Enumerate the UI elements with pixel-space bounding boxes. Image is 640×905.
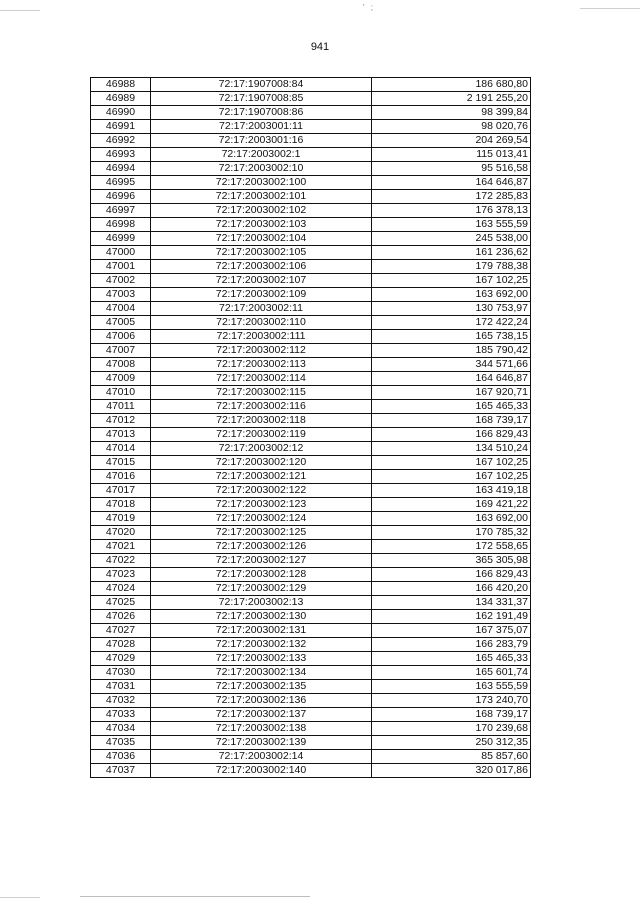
cadastral-value-cell: 173 240,70 bbox=[372, 694, 531, 708]
row-number-cell: 47027 bbox=[91, 624, 151, 638]
row-number-cell: 47019 bbox=[91, 512, 151, 526]
cadastral-value-cell: 172 558,65 bbox=[372, 540, 531, 554]
cadastral-value-cell: 167 920,71 bbox=[372, 386, 531, 400]
cadastral-number-cell: 72:17:2003002:116 bbox=[151, 400, 372, 414]
table-row bbox=[91, 512, 531, 526]
scan-edge-line bbox=[580, 8, 640, 9]
row-number-cell: 47008 bbox=[91, 358, 151, 372]
row-number-cell: 46991 bbox=[91, 120, 151, 134]
cadastral-value-cell: 167 102,25 bbox=[372, 274, 531, 288]
cadastral-value-cell: 167 102,25 bbox=[372, 470, 531, 484]
cadastral-value-cell: 98 399,84 bbox=[372, 106, 531, 120]
cadastral-number-cell: 72:17:2003002:124 bbox=[151, 512, 372, 526]
cadastral-value-cell: 250 312,35 bbox=[372, 736, 531, 750]
cadastral-value-cell: 169 421,22 bbox=[372, 498, 531, 512]
cadastral-value-cell: 2 191 255,20 bbox=[372, 92, 531, 106]
cadastral-value-cell: 167 375,07 bbox=[372, 624, 531, 638]
table-row bbox=[91, 442, 531, 456]
cadastral-number-cell: 72:17:2003002:128 bbox=[151, 568, 372, 582]
row-number-cell: 46995 bbox=[91, 176, 151, 190]
row-number-cell: 47018 bbox=[91, 498, 151, 512]
row-number-cell: 47034 bbox=[91, 722, 151, 736]
cadastral-value-cell: 85 857,60 bbox=[372, 750, 531, 764]
cadastral-value-cell: 245 538,00 bbox=[372, 232, 531, 246]
cadastral-number-cell: 72:17:2003002:123 bbox=[151, 498, 372, 512]
cadastral-number-cell: 72:17:2003002:106 bbox=[151, 260, 372, 274]
cadastral-number-cell: 72:17:2003002:131 bbox=[151, 624, 372, 638]
table-row bbox=[91, 78, 531, 92]
row-number-cell: 47005 bbox=[91, 316, 151, 330]
row-number-cell: 46994 bbox=[91, 162, 151, 176]
row-number-cell: 47024 bbox=[91, 582, 151, 596]
table-row bbox=[91, 540, 531, 554]
table-row bbox=[91, 400, 531, 414]
cadastral-number-cell: 72:17:2003002:133 bbox=[151, 652, 372, 666]
cadastral-number-cell: 72:17:2003002:110 bbox=[151, 316, 372, 330]
cadastral-number-cell: 72:17:2003002:101 bbox=[151, 190, 372, 204]
row-number-cell: 46996 bbox=[91, 190, 151, 204]
cadastral-value-cell: 170 239,68 bbox=[372, 722, 531, 736]
cadastral-number-cell: 72:17:1907008:86 bbox=[151, 106, 372, 120]
cadastral-value-cell: 98 020,76 bbox=[372, 120, 531, 134]
cadastral-number-cell: 72:17:2003002:134 bbox=[151, 666, 372, 680]
row-number-cell: 47014 bbox=[91, 442, 151, 456]
table-row bbox=[91, 680, 531, 694]
cadastral-value-cell: 344 571,66 bbox=[372, 358, 531, 372]
table-row bbox=[91, 316, 531, 330]
row-number-cell: 47002 bbox=[91, 274, 151, 288]
table-row bbox=[91, 260, 531, 274]
cadastral-number-cell: 72:17:2003002:136 bbox=[151, 694, 372, 708]
cadastral-number-cell: 72:17:2003002:120 bbox=[151, 456, 372, 470]
cadastral-number-cell: 72:17:2003002:138 bbox=[151, 722, 372, 736]
cadastral-value-cell: 163 555,59 bbox=[372, 218, 531, 232]
cadastral-number-cell: 72:17:2003002:103 bbox=[151, 218, 372, 232]
cadastral-value-cell: 166 283,79 bbox=[372, 638, 531, 652]
row-number-cell: 47010 bbox=[91, 386, 151, 400]
table-row bbox=[91, 414, 531, 428]
row-number-cell: 47004 bbox=[91, 302, 151, 316]
cadastral-number-cell: 72:17:2003002:113 bbox=[151, 358, 372, 372]
cadastral-number-cell: 72:17:2003002:100 bbox=[151, 176, 372, 190]
scan-edge-line bbox=[0, 897, 40, 898]
cadastral-number-cell: 72:17:2003002:126 bbox=[151, 540, 372, 554]
row-number-cell: 46992 bbox=[91, 134, 151, 148]
table-row bbox=[91, 358, 531, 372]
cadastral-value-cell: 134 331,37 bbox=[372, 596, 531, 610]
row-number-cell: 47032 bbox=[91, 694, 151, 708]
cadastral-value-cell: 172 422,24 bbox=[372, 316, 531, 330]
cadastral-value-cell: 185 790,42 bbox=[372, 344, 531, 358]
row-number-cell: 47012 bbox=[91, 414, 151, 428]
cadastral-value-cell: 186 680,80 bbox=[372, 78, 531, 92]
cadastral-value-cell: 130 753,97 bbox=[372, 302, 531, 316]
row-number-cell: 46999 bbox=[91, 232, 151, 246]
table-row bbox=[91, 484, 531, 498]
cadastral-value-cell: 176 378,13 bbox=[372, 204, 531, 218]
cadastral-value-cell: 165 465,33 bbox=[372, 400, 531, 414]
cadastral-number-cell: 72:17:2003002:12 bbox=[151, 442, 372, 456]
cadastral-value-cell: 115 013,41 bbox=[372, 148, 531, 162]
cadastral-number-cell: 72:17:2003002:112 bbox=[151, 344, 372, 358]
table-row bbox=[91, 176, 531, 190]
row-number-cell: 47009 bbox=[91, 372, 151, 386]
cadastral-value-cell: 166 829,43 bbox=[372, 428, 531, 442]
scan-marks: ' ; bbox=[363, 3, 375, 12]
row-number-cell: 46993 bbox=[91, 148, 151, 162]
row-number-cell: 47036 bbox=[91, 750, 151, 764]
row-number-cell: 46988 bbox=[91, 78, 151, 92]
table-row bbox=[91, 638, 531, 652]
cadastral-number-cell: 72:17:2003002:129 bbox=[151, 582, 372, 596]
cadastral-number-cell: 72:17:2003002:137 bbox=[151, 708, 372, 722]
cadastral-number-cell: 72:17:2003002:130 bbox=[151, 610, 372, 624]
cadastral-value-cell: 163 419,18 bbox=[372, 484, 531, 498]
page-number: 941 bbox=[310, 41, 330, 53]
table-row bbox=[91, 274, 531, 288]
row-number-cell: 47037 bbox=[91, 764, 151, 778]
cadastral-value-cell: 168 739,17 bbox=[372, 708, 531, 722]
cadastral-number-cell: 72:17:2003002:10 bbox=[151, 162, 372, 176]
table-row bbox=[91, 526, 531, 540]
row-number-cell: 47026 bbox=[91, 610, 151, 624]
cadastral-value-cell: 166 420,20 bbox=[372, 582, 531, 596]
cadastral-number-cell: 72:17:1907008:85 bbox=[151, 92, 372, 106]
cadastral-number-cell: 72:17:2003002:139 bbox=[151, 736, 372, 750]
table-body bbox=[91, 78, 531, 778]
table-row bbox=[91, 582, 531, 596]
cadastral-value-cell: 134 510,24 bbox=[372, 442, 531, 456]
cadastral-number-cell: 72:17:2003002:11 bbox=[151, 302, 372, 316]
table-row bbox=[91, 232, 531, 246]
cadastral-value-cell: 179 788,38 bbox=[372, 260, 531, 274]
cadastral-number-cell: 72:17:2003002:118 bbox=[151, 414, 372, 428]
table-row bbox=[91, 386, 531, 400]
row-number-cell: 46989 bbox=[91, 92, 151, 106]
cadastral-value-cell: 163 692,00 bbox=[372, 512, 531, 526]
scan-edge-line bbox=[0, 10, 40, 11]
cadastral-number-cell: 72:17:2003002:111 bbox=[151, 330, 372, 344]
cadastral-value-cell: 167 102,25 bbox=[372, 456, 531, 470]
row-number-cell: 46990 bbox=[91, 106, 151, 120]
cadastral-number-cell: 72:17:2003002:119 bbox=[151, 428, 372, 442]
table-row bbox=[91, 610, 531, 624]
cadastral-number-cell: 72:17:2003002:105 bbox=[151, 246, 372, 260]
row-number-cell: 47003 bbox=[91, 288, 151, 302]
table-row bbox=[91, 148, 531, 162]
table-row bbox=[91, 498, 531, 512]
cadastral-value-cell: 170 785,32 bbox=[372, 526, 531, 540]
cadastral-number-cell: 72:17:2003002:115 bbox=[151, 386, 372, 400]
cadastral-value-cell: 166 829,43 bbox=[372, 568, 531, 582]
cadastral-number-cell: 72:17:2003002:140 bbox=[151, 764, 372, 778]
table-row bbox=[91, 344, 531, 358]
scan-edge-line bbox=[80, 896, 310, 897]
table-row bbox=[91, 330, 531, 344]
table-row bbox=[91, 246, 531, 260]
table-row bbox=[91, 666, 531, 680]
table-row bbox=[91, 218, 531, 232]
cadastral-number-cell: 72:17:2003002:114 bbox=[151, 372, 372, 386]
row-number-cell: 47017 bbox=[91, 484, 151, 498]
cadastral-number-cell: 72:17:2003002:104 bbox=[151, 232, 372, 246]
cadastral-value-cell: 161 236,62 bbox=[372, 246, 531, 260]
row-number-cell: 47007 bbox=[91, 344, 151, 358]
row-number-cell: 47011 bbox=[91, 400, 151, 414]
table-row bbox=[91, 554, 531, 568]
cadastral-value-cell: 163 555,59 bbox=[372, 680, 531, 694]
table-row bbox=[91, 708, 531, 722]
row-number-cell: 47023 bbox=[91, 568, 151, 582]
table-row bbox=[91, 204, 531, 218]
row-number-cell: 47025 bbox=[91, 596, 151, 610]
table-row bbox=[91, 750, 531, 764]
table-row bbox=[91, 596, 531, 610]
cadastral-number-cell: 72:17:2003002:102 bbox=[151, 204, 372, 218]
row-number-cell: 47028 bbox=[91, 638, 151, 652]
table-row bbox=[91, 694, 531, 708]
table-row bbox=[91, 288, 531, 302]
cadastral-value-cell: 165 738,15 bbox=[372, 330, 531, 344]
cadastral-number-cell: 72:17:2003002:125 bbox=[151, 526, 372, 540]
row-number-cell: 47030 bbox=[91, 666, 151, 680]
table-row bbox=[91, 106, 531, 120]
row-number-cell: 47006 bbox=[91, 330, 151, 344]
cadastral-number-cell: 72:17:2003002:1 bbox=[151, 148, 372, 162]
row-number-cell: 46997 bbox=[91, 204, 151, 218]
table-row bbox=[91, 652, 531, 666]
cadastral-value-cell: 162 191,49 bbox=[372, 610, 531, 624]
cadastral-number-cell: 72:17:2003001:16 bbox=[151, 134, 372, 148]
cadastral-number-cell: 72:17:2003002:135 bbox=[151, 680, 372, 694]
cadastral-number-cell: 72:17:2003002:121 bbox=[151, 470, 372, 484]
cadastral-value-cell: 163 692,00 bbox=[372, 288, 531, 302]
table-row bbox=[91, 428, 531, 442]
table-row bbox=[91, 456, 531, 470]
table-row bbox=[91, 302, 531, 316]
cadastral-number-cell: 72:17:1907008:84 bbox=[151, 78, 372, 92]
table-row bbox=[91, 190, 531, 204]
row-number-cell: 47000 bbox=[91, 246, 151, 260]
cadastral-value-cell: 172 285,83 bbox=[372, 190, 531, 204]
table-row bbox=[91, 568, 531, 582]
table-row bbox=[91, 162, 531, 176]
cadastral-number-cell: 72:17:2003002:13 bbox=[151, 596, 372, 610]
table-row bbox=[91, 470, 531, 484]
cadastral-number-cell: 72:17:2003002:14 bbox=[151, 750, 372, 764]
cadastral-value-cell: 204 269,54 bbox=[372, 134, 531, 148]
cadastral-value-cell: 164 646,87 bbox=[372, 372, 531, 386]
cadastral-value-table bbox=[90, 77, 531, 778]
row-number-cell: 47013 bbox=[91, 428, 151, 442]
cadastral-value-cell: 95 516,58 bbox=[372, 162, 531, 176]
table-row bbox=[91, 722, 531, 736]
row-number-cell: 47022 bbox=[91, 554, 151, 568]
table-row bbox=[91, 736, 531, 750]
cadastral-value-cell: 320 017,86 bbox=[372, 764, 531, 778]
cadastral-value-cell: 165 601,74 bbox=[372, 666, 531, 680]
row-number-cell: 47035 bbox=[91, 736, 151, 750]
row-number-cell: 47029 bbox=[91, 652, 151, 666]
cadastral-value-cell: 168 739,17 bbox=[372, 414, 531, 428]
cadastral-number-cell: 72:17:2003002:127 bbox=[151, 554, 372, 568]
row-number-cell: 47016 bbox=[91, 470, 151, 484]
cadastral-number-cell: 72:17:2003002:122 bbox=[151, 484, 372, 498]
table-row bbox=[91, 134, 531, 148]
row-number-cell: 47015 bbox=[91, 456, 151, 470]
row-number-cell: 47001 bbox=[91, 260, 151, 274]
row-number-cell: 46998 bbox=[91, 218, 151, 232]
cadastral-value-cell: 365 305,98 bbox=[372, 554, 531, 568]
cadastral-number-cell: 72:17:2003002:109 bbox=[151, 288, 372, 302]
row-number-cell: 47031 bbox=[91, 680, 151, 694]
table-row bbox=[91, 120, 531, 134]
row-number-cell: 47020 bbox=[91, 526, 151, 540]
table-row bbox=[91, 764, 531, 778]
table-row bbox=[91, 372, 531, 386]
cadastral-value-cell: 164 646,87 bbox=[372, 176, 531, 190]
table-row bbox=[91, 92, 531, 106]
row-number-cell: 47033 bbox=[91, 708, 151, 722]
cadastral-number-cell: 72:17:2003002:132 bbox=[151, 638, 372, 652]
cadastral-number-cell: 72:17:2003001:11 bbox=[151, 120, 372, 134]
cadastral-value-cell: 165 465,33 bbox=[372, 652, 531, 666]
row-number-cell: 47021 bbox=[91, 540, 151, 554]
cadastral-number-cell: 72:17:2003002:107 bbox=[151, 274, 372, 288]
table-row bbox=[91, 624, 531, 638]
